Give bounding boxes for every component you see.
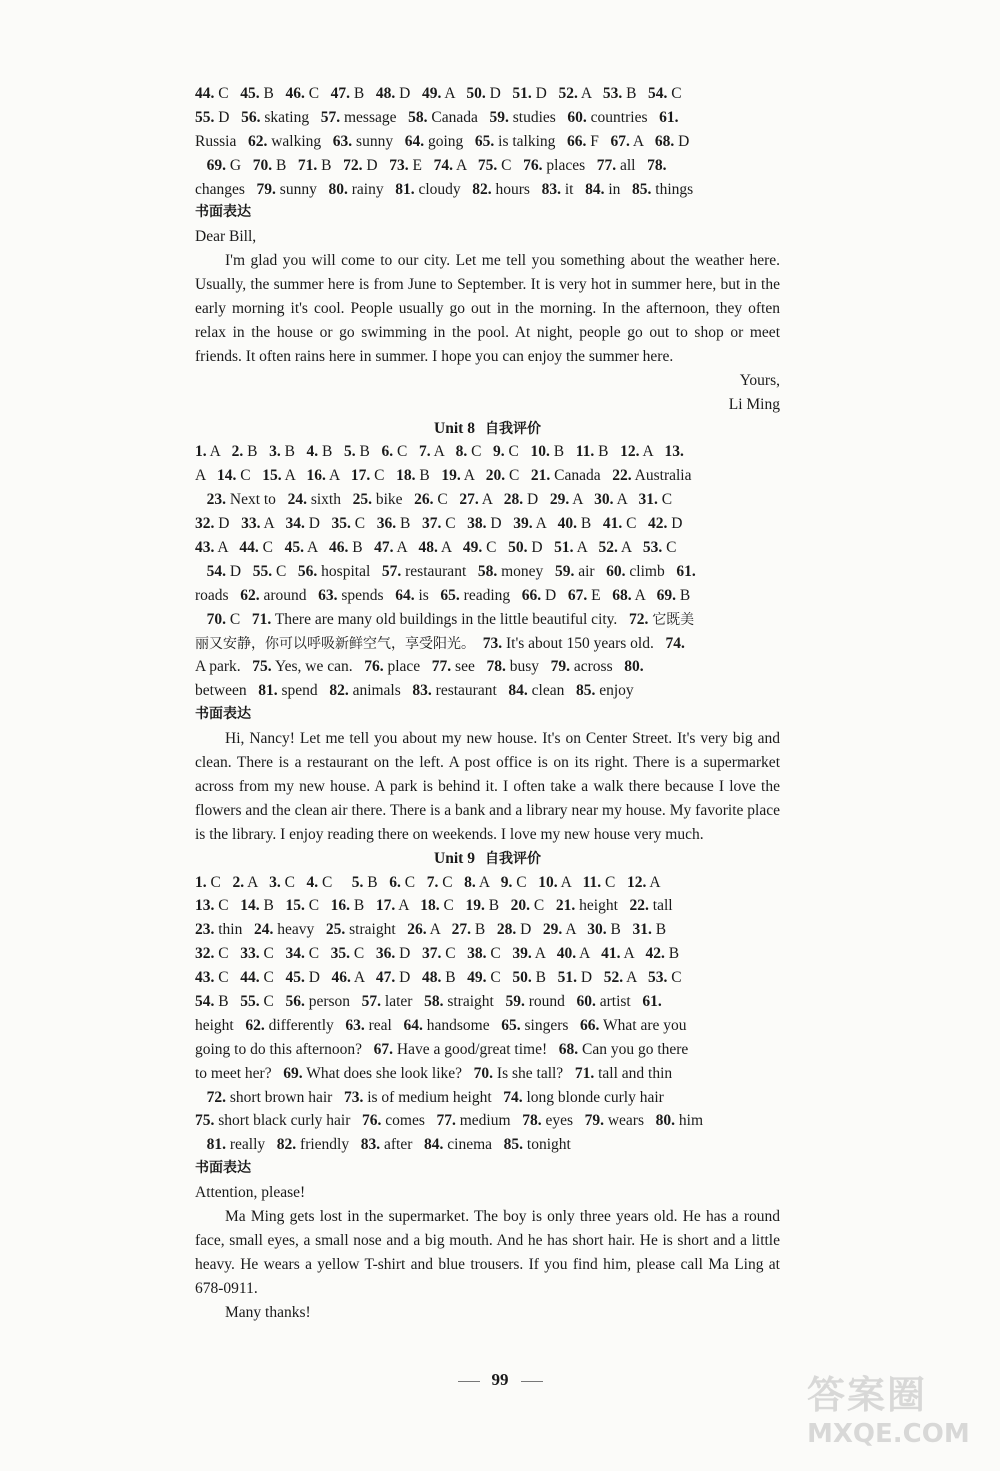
unit9-answer-line: 23. thin 24. heavy 25. straight 26. A 27. B 28. D 29. A 30. B 31. B [195, 921, 667, 939]
letter-signature: Li Ming [728, 395, 780, 413]
watermark-top: 答案圈 [807, 1373, 928, 1417]
unit9-answer-line: height 62. differently 63. real 64. handsome 65. singers 66. What are you [195, 1016, 687, 1034]
unit7-answers [195, 82, 780, 201]
unit8-answer-line: 43. A 44. C 45. A 46. B 47. A 48. A 49. C 50. D 51. A 52. A 53. C [195, 539, 677, 556]
watermark-bottom: MXQE.COM [807, 1419, 970, 1449]
watermark-logo [807, 1364, 982, 1459]
unit9-answer-line: 54. B 55. C 56. person 57. later 58. straight 59. round 60. artist 61. [195, 993, 662, 1010]
unit7-answer-line: 69. G 70. B 71. B 72. D 73. E 74. A 75. C 76. places 77. all 78. [206, 156, 667, 174]
unit8-answer-line: 32. D 33. A 34. D 35. C 36. B 37. C 38. D 39. A 40. B 41. C 42. D [195, 515, 683, 533]
page-number: 99 [0, 1370, 1000, 1390]
unit8-answer-line: 54. D 55. C 56. hospital 57. restaurant 58. money 59. air 60. climb 61. [206, 562, 696, 580]
unit9-answers [195, 871, 780, 1158]
notice-closing: Many thanks! [225, 1303, 311, 1321]
letter-body: I'm glad you will come to our city. Let me tell you something about the weather here. Usually, the summer here is from June to September. It is very hot in summer here, but in the early morning it's cool. People usually go out in the morning. In the afternoon, they often relax in the house or go swimming in the pool. At night, people go out to shop or meet friends. It often rains here in summer. I hope you can enjoy the summer here. [195, 252, 780, 365]
unit8-answers [195, 440, 780, 703]
unit7-answer-line: 44. C 45. B 46. C 47. B 48. D 49. A 50. D 51. D 52. A 53. B 54. C [195, 85, 682, 102]
unit8-answer-line: 70. C 71. There are many old buildings in the little beautiful city. 72. 它既美 [206, 610, 695, 628]
unit9-answer-line: to meet her? 69. What does she look like? 70. Is she tall? 71. tall and thin [195, 1064, 673, 1082]
writing-heading-2: 书面表达 [195, 706, 251, 723]
notice-greeting: Attention, please! [195, 1184, 306, 1202]
unit7-answer-line: changes 79. sunny 80. rainy 81. cloudy 82. hours 83. it 84. in 85. things [195, 180, 694, 198]
unit9-answer-line: 81. really 82. friendly 83. after 84. cinema 85. tonight [206, 1136, 571, 1154]
writing-heading-1: 书面表达 [195, 204, 251, 221]
notice-body: Ma Ming gets lost in the supermarket. The boy is only three years old. He has a round face, small eyes, a small nose and a big mouth. And he has short hair. He is short and a little heavy. He wears a yellow T-shirt and blue trousers. If you find him, please call Ma Ling at 678-0911. [195, 1208, 780, 1297]
letter-closing: Yours, [739, 371, 780, 389]
unit9-answer-line: going to do this afternoon? 67. Have a good/great time! 68. Can you go there [195, 1040, 689, 1058]
answer-page [195, 82, 780, 1325]
unit9-answer-line: 43. C 44. C 45. D 46. A 47. D 48. B 49. C 50. B 51. D 52. A 53. C [195, 969, 682, 987]
writing-heading-3: 书面表达 [195, 1160, 251, 1177]
letter-greeting: Dear Bill, [195, 228, 257, 246]
unit8-answer-line: roads 62. around 63. spends 64. is 65. reading 66. D 67. E 68. A 69. B [195, 586, 691, 604]
unit9-answer-line: 32. C 33. C 34. C 35. C 36. D 37. C 38. C 39. A 40. A 41. A 42. B [195, 945, 680, 963]
unit9-answer-line: 75. short black curly hair 76. comes 77. medium 78. eyes 79. wears 80. him [195, 1112, 704, 1130]
unit9-title: Unit 9 自我评价 [434, 849, 541, 867]
unit8-answer-line: 23. Next to 24. sixth 25. bike 26. C 27. A 28. D 29. A 30. A 31. C [206, 491, 673, 509]
unit7-answer-line: 55. D 56. skating 57. message 58. Canada 59. studies 60. countries 61. [195, 108, 679, 126]
unit7-answer-line: Russia 62. walking 63. sunny 64. going 65. is talking 66. F 67. A 68. D [195, 132, 690, 150]
unit9-answer-line: 13. C 14. B 15. C 16. B 17. A 18. C 19. B 20. C 21. height 22. tall [195, 897, 673, 915]
unit8-answer-line: 1. A 2. B 3. B 4. B 5. B 6. C 7. A 8. C 9. C 10. B 11. B 12. A 13. [195, 443, 684, 461]
unit8-essay: Hi, Nancy! Let me tell you about my new house. It's on Center Street. It's very big and clean. There is a restaurant on the left. A post office is on its right. There is a supermarket across from my new house. A park is behind it. I often take a walk there because I love the flowers and the clean air there. There is a bank and a library near my house. My favorite place is the library. I enjoy reading there on weekends. I love my new house very much. [195, 730, 780, 843]
unit8-title: Unit 8 自我评价 [434, 419, 541, 437]
unit9-answer-line: 1. C 2. A 3. C 4. C 5. B 6. C 7. C 8. A 9. C 10. A 11. C 12. A [195, 873, 661, 891]
unit8-answer-line: A park. 75. Yes, we can. 76. place 77. see 78. busy 79. across 80. [195, 658, 644, 676]
unit8-answer-line: A 14. C 15. A 16. A 17. C 18. B 19. A 20. C 21. Canada 22. Australia [195, 467, 692, 485]
unit8-answer-line: between 81. spend 82. animals 83. restaurant 84. clean 85. enjoy [195, 682, 634, 700]
unit9-answer-line: 72. short brown hair 73. is of medium height 74. long blonde curly hair [206, 1088, 664, 1106]
unit8-answer-line: 丽又安静，你可以呼吸新鲜空气，享受阳光。 73. It's about 150 years old. 74. [195, 634, 685, 652]
